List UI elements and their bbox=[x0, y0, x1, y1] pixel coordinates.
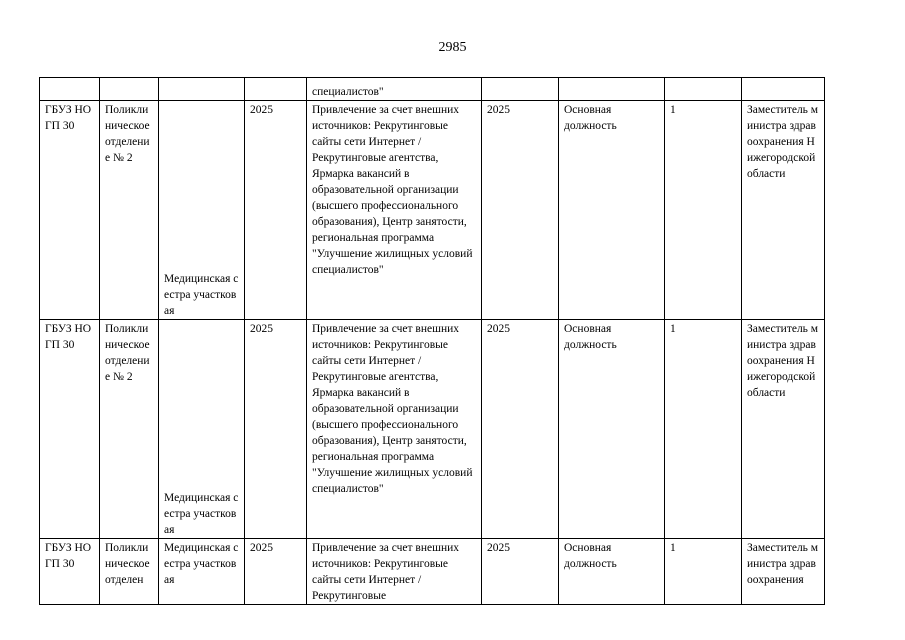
cell-count: 1 bbox=[665, 539, 742, 605]
table-row-continuation bbox=[40, 78, 825, 101]
cell-position bbox=[159, 78, 245, 101]
cell-org: ГБУЗ НО ГП 30 bbox=[40, 539, 100, 605]
cell-position: Медицинская сестра участковая bbox=[159, 320, 245, 539]
cell-department: Поликлиническое отделение № 2 bbox=[100, 101, 159, 320]
cell-year2 bbox=[482, 78, 559, 101]
cell-responsible bbox=[742, 78, 825, 101]
cell-org: ГБУЗ НО ГП 30 bbox=[40, 101, 100, 320]
cell-year bbox=[245, 78, 307, 101]
cell-responsible: Заместитель министра здравоохранения Нижегородской области bbox=[742, 320, 825, 539]
cell-year: 2025 bbox=[245, 539, 307, 605]
cell-department: Поликлиническое отделен bbox=[100, 539, 159, 605]
cell-method: Привлечение за счет внешних источников: Рекрутинговые сайты сети Интернет / Рекрутинговые bbox=[307, 539, 482, 605]
page-number: 2985 bbox=[438, 40, 467, 55]
cell-count bbox=[665, 78, 742, 101]
table-row bbox=[40, 539, 825, 605]
cell-type: Основная должность bbox=[559, 101, 665, 320]
cell-count: 1 bbox=[665, 101, 742, 320]
cell-year2: 2025 bbox=[482, 101, 559, 320]
cell-count: 1 bbox=[665, 320, 742, 539]
cell-department: Поликлиническое отделение № 2 bbox=[100, 320, 159, 539]
cell-method: специалистов" bbox=[307, 78, 482, 101]
table-row bbox=[40, 320, 825, 539]
staffing-table bbox=[39, 77, 825, 605]
cell-responsible: Заместитель министра здравоохранения bbox=[742, 539, 825, 605]
cell-type bbox=[559, 78, 665, 101]
cell-method: Привлечение за счет внешних источников: Рекрутинговые сайты сети Интернет / Рекрутинговые агентства, Ярмарка вакансий в образовательной организации (высшего профессионального образования), Центр занятости, региональная программа "Улучшение жилищных условий специалистов" bbox=[307, 101, 482, 320]
cell-position: Медицинская сестра участковая bbox=[159, 101, 245, 320]
cell-org: ГБУЗ НО ГП 30 bbox=[40, 320, 100, 539]
cell-year2: 2025 bbox=[482, 320, 559, 539]
cell-method: Привлечение за счет внешних источников: Рекрутинговые сайты сети Интернет / Рекрутинговые агентства, Ярмарка вакансий в образовательной организации (высшего профессионального образования), Центр занятости, региональная программа "Улучшение жилищных условий специалистов" bbox=[307, 320, 482, 539]
cell-year2: 2025 bbox=[482, 539, 559, 605]
cell-type: Основная должность bbox=[559, 539, 665, 605]
cell-responsible: Заместитель министра здравоохранения Нижегородской области bbox=[742, 101, 825, 320]
cell-department bbox=[100, 78, 159, 101]
cell-year: 2025 bbox=[245, 320, 307, 539]
cell-org bbox=[40, 78, 100, 101]
cell-position: Медицинская сестра участковая bbox=[159, 539, 245, 605]
cell-year: 2025 bbox=[245, 101, 307, 320]
cell-type: Основная должность bbox=[559, 320, 665, 539]
table-row bbox=[40, 101, 825, 320]
